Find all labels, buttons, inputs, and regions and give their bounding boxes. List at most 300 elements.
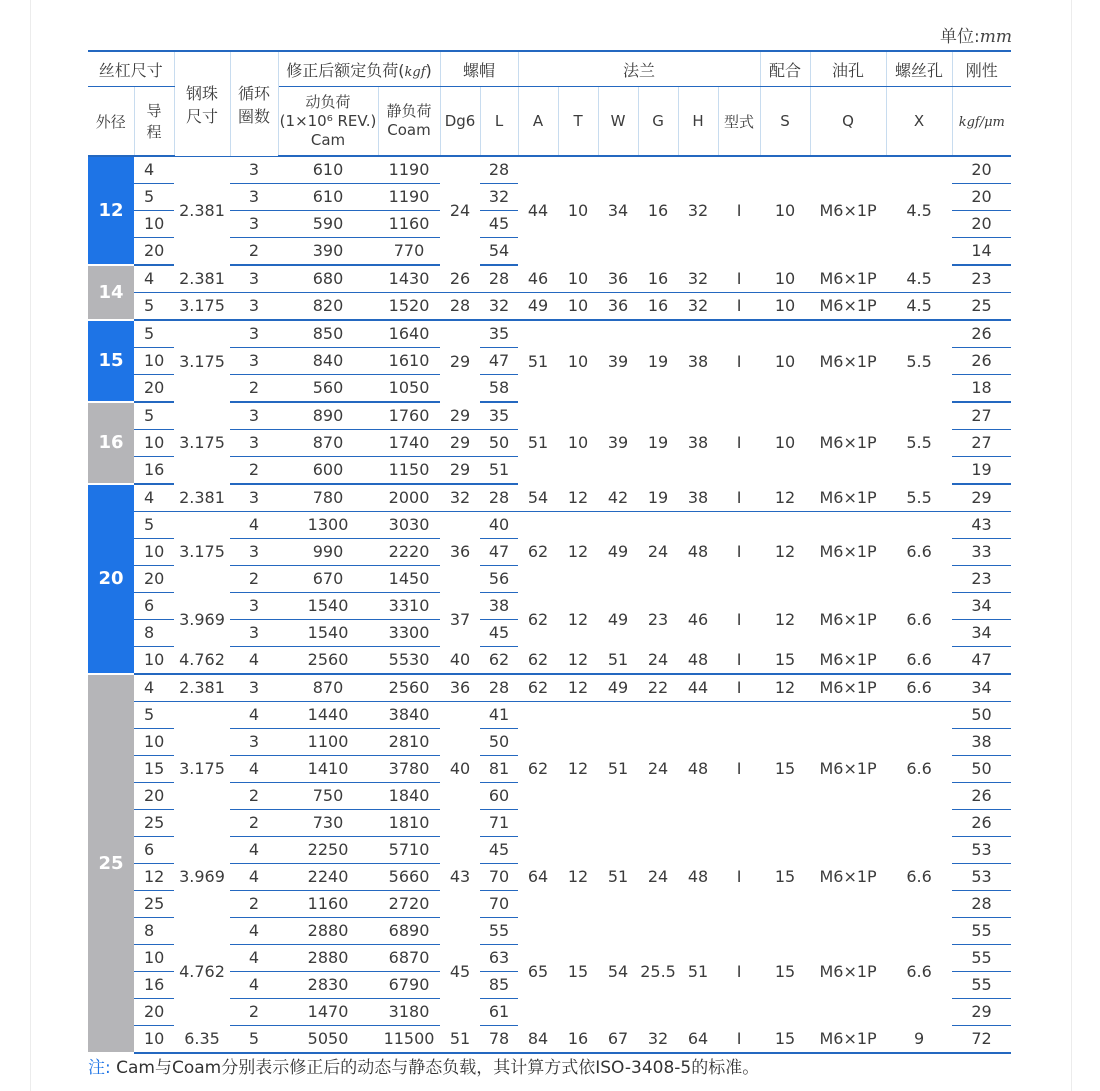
header-l: L	[480, 87, 518, 157]
dynamic-load-cell: 590	[278, 211, 378, 238]
oil-q-cell: M6×1P	[819, 542, 877, 562]
flange-a-cell: 46	[518, 265, 558, 293]
ball-screw-spec-table	[88, 50, 1011, 1054]
static-load-cell: 11500	[378, 1026, 440, 1054]
circuits-cell: 3	[230, 620, 278, 647]
flange-t-cell: 12	[558, 674, 598, 702]
pitch-cell: 5	[134, 512, 174, 539]
flange-g-cell: 24	[647, 867, 669, 886]
screw-hole-x-cell: 5.5	[906, 351, 932, 371]
fit-s-cell: 10	[760, 265, 810, 293]
rigidity-cell: 53	[952, 864, 1011, 891]
fit-s-cell: 15	[774, 961, 796, 981]
rigidity-cell: 33	[952, 539, 1011, 566]
flange-w-cell: 39	[607, 433, 629, 452]
fit-s-cell: 12	[760, 674, 810, 702]
static-load-cell: 5530	[378, 647, 440, 675]
dynamic-load-cell: 2880	[278, 945, 378, 972]
static-load-cell: 3840	[378, 702, 440, 729]
circuits-cell: 3	[230, 348, 278, 375]
header-nut: 螺帽	[440, 51, 518, 87]
flange-g-cell: 24	[638, 647, 678, 675]
flange-t-cell: 10	[558, 265, 598, 293]
pitch-cell: 25	[134, 891, 174, 918]
oil-q-cell: M6×1P	[810, 1026, 886, 1054]
pitch-cell: 8	[134, 620, 174, 647]
fit-s-cell: 10	[774, 433, 796, 452]
flange-g-cell: 24	[647, 759, 669, 779]
flange-t-cell: 10	[567, 433, 589, 452]
ball-cell: 3.175	[179, 351, 225, 371]
flange-t-cell: 10	[567, 201, 589, 220]
rigidity-cell: 20	[952, 211, 1011, 238]
dynamic-load-cell: 560	[278, 375, 378, 403]
ball-cell: 3.175	[179, 433, 225, 452]
flange-type-cell: I	[736, 351, 742, 371]
outer-diameter-cell: 16	[88, 402, 134, 484]
pitch-cell: 20	[134, 238, 174, 266]
pitch-cell: 20	[134, 566, 174, 593]
flange-g-cell: 19	[647, 433, 669, 452]
flange-w-cell: 49	[607, 609, 629, 629]
ball-cell: 2.381	[174, 265, 230, 293]
ball-cell: 3.175	[179, 542, 225, 562]
circuits-cell: 4	[230, 837, 278, 864]
flange-h-cell: 38	[678, 484, 718, 512]
table-row	[88, 647, 1011, 675]
flange-g-cell: 22	[638, 674, 678, 702]
rigidity-cell: 26	[952, 320, 1011, 348]
circuits-cell: 4	[230, 864, 278, 891]
circuits-cell: 2	[230, 238, 278, 266]
header-ball: 钢珠 尺寸	[174, 51, 230, 156]
pitch-cell: 10	[134, 647, 174, 675]
nut-l-cell: 55	[480, 918, 518, 945]
nut-l-cell: 40	[480, 512, 518, 539]
header-rated-load: 修正后额定负荷(kgf)	[278, 51, 440, 87]
flange-type-cell: I	[718, 1026, 760, 1054]
table-row	[88, 265, 1011, 293]
pitch-cell: 6	[134, 837, 174, 864]
rigidity-cell: 34	[952, 620, 1011, 647]
dynamic-load-cell: 390	[278, 238, 378, 266]
table-row	[88, 593, 1011, 620]
nut-l-cell: 45	[480, 620, 518, 647]
oil-q-cell: M6×1P	[819, 351, 877, 371]
flange-w-cell: 39	[607, 351, 629, 371]
circuits-cell: 3	[230, 674, 278, 702]
ball-cell: 2.381	[174, 484, 230, 512]
outer-diameter-cell: 15	[88, 320, 134, 402]
circuits-cell: 2	[230, 891, 278, 918]
flange-a-cell: 62	[518, 647, 558, 675]
rigidity-cell: 50	[952, 756, 1011, 783]
nut-l-cell: 38	[480, 593, 518, 620]
static-load-cell: 1150	[378, 457, 440, 485]
pitch-cell: 4	[134, 484, 174, 512]
static-load-cell: 1610	[378, 348, 440, 375]
dynamic-load-cell: 820	[278, 293, 378, 321]
nut-l-cell: 70	[480, 864, 518, 891]
flange-a-cell: 84	[518, 1026, 558, 1054]
table-row	[88, 402, 1011, 430]
rigidity-cell: 34	[952, 593, 1011, 620]
nut-l-cell: 41	[480, 702, 518, 729]
header-circuits: 循环 圈数	[230, 51, 278, 156]
flange-h-cell: 46	[687, 609, 709, 629]
rigidity-cell: 23	[952, 265, 1011, 293]
nut-l-cell: 60	[480, 783, 518, 810]
flange-h-cell: 48	[687, 542, 709, 562]
rigidity-cell: 25	[952, 293, 1011, 321]
screw-hole-x-cell: 4.5	[886, 265, 952, 293]
header-screw-size: 丝杠尺寸	[88, 51, 174, 87]
flange-t-cell: 12	[567, 609, 589, 629]
static-load-cell: 3030	[378, 512, 440, 539]
rigidity-cell: 20	[952, 184, 1011, 211]
static-load-cell: 3780	[378, 756, 440, 783]
fit-s-cell: 12	[774, 609, 796, 629]
rigidity-cell: 29	[952, 484, 1011, 512]
nut-l-cell: 28	[480, 265, 518, 293]
circuits-cell: 3	[230, 293, 278, 321]
rigidity-cell: 53	[952, 837, 1011, 864]
header-dg6: Dg6	[440, 87, 480, 157]
rigidity-cell: 55	[952, 972, 1011, 999]
flange-w-cell: 67	[598, 1026, 638, 1054]
dynamic-load-cell: 1100	[278, 729, 378, 756]
static-load-cell: 6890	[378, 918, 440, 945]
rigidity-cell: 27	[952, 402, 1011, 430]
flange-type-cell: I	[718, 293, 760, 321]
flange-w-cell: 51	[607, 867, 629, 886]
rigidity-cell: 29	[952, 999, 1011, 1026]
oil-q-cell: M6×1P	[819, 961, 877, 981]
flange-a-cell: 62	[527, 542, 549, 562]
circuits-cell: 3	[230, 265, 278, 293]
spec-table-wrap	[88, 50, 1011, 1054]
flange-a-cell: 62	[527, 759, 549, 779]
dynamic-load-cell: 1470	[278, 999, 378, 1026]
fit-s-cell: 12	[760, 484, 810, 512]
dynamic-load-cell: 610	[278, 156, 378, 184]
dynamic-load-cell: 990	[278, 539, 378, 566]
flange-type-cell: I	[718, 484, 760, 512]
flange-a-cell: 62	[527, 609, 549, 629]
flange-h-cell: 64	[678, 1026, 718, 1054]
static-load-cell: 6870	[378, 945, 440, 972]
nut-l-cell: 58	[480, 375, 518, 403]
flange-h-cell: 48	[687, 759, 709, 779]
circuits-cell: 3	[230, 184, 278, 211]
flange-w-cell: 34	[607, 201, 629, 220]
static-load-cell: 1520	[378, 293, 440, 321]
nut-dg6-cell: 36	[440, 674, 480, 702]
flange-type-cell: I	[736, 433, 742, 452]
flange-g-cell: 19	[638, 484, 678, 512]
nut-dg6-cell: 29	[440, 457, 480, 485]
ball-cell: 4.762	[174, 647, 230, 675]
flange-g-cell: 16	[638, 293, 678, 321]
header-dynamic: 动负荷 (1×10⁶ REV.) Cam	[278, 87, 378, 157]
nut-l-cell: 47	[480, 539, 518, 566]
header-h: H	[678, 87, 718, 157]
header-type: 型式	[718, 87, 760, 157]
static-load-cell: 2000	[378, 484, 440, 512]
circuits-cell: 3	[230, 211, 278, 238]
nut-l-cell: 81	[480, 756, 518, 783]
flange-t-cell: 12	[558, 484, 598, 512]
circuits-cell: 4	[230, 918, 278, 945]
flange-t-cell: 10	[558, 293, 598, 321]
static-load-cell: 1840	[378, 783, 440, 810]
ball-cell: 6.35	[174, 1026, 230, 1054]
static-load-cell: 1190	[378, 184, 440, 211]
circuits-cell: 4	[230, 972, 278, 999]
unit-label: 单位:mm	[940, 27, 1012, 47]
table-body	[88, 156, 1011, 1053]
table-row	[88, 512, 1011, 539]
flange-a-cell: 44	[527, 201, 549, 220]
nut-l-cell: 54	[480, 238, 518, 266]
pitch-cell: 20	[134, 375, 174, 403]
pitch-cell: 12	[134, 864, 174, 891]
nut-dg6-cell: 29	[449, 351, 471, 371]
circuits-cell: 2	[230, 566, 278, 593]
dynamic-load-cell: 680	[278, 265, 378, 293]
static-load-cell: 3300	[378, 620, 440, 647]
flange-a-cell: 49	[518, 293, 558, 321]
oil-q-cell: M6×1P	[810, 265, 886, 293]
footnote: 注: Cam与Coam分别表示修正后的动态与静态负载，其计算方式依ISO-3408-5的标准。	[88, 1058, 760, 1078]
circuits-cell: 3	[230, 729, 278, 756]
fit-s-cell: 10	[774, 351, 796, 371]
table-row	[88, 484, 1011, 512]
header-s: S	[760, 87, 810, 157]
flange-h-cell: 38	[687, 351, 709, 371]
nut-l-cell: 45	[480, 837, 518, 864]
pitch-cell: 10	[134, 945, 174, 972]
circuits-cell: 2	[230, 999, 278, 1026]
pitch-cell: 5	[134, 293, 174, 321]
static-load-cell: 1430	[378, 265, 440, 293]
nut-l-cell: 85	[480, 972, 518, 999]
nut-l-cell: 47	[480, 348, 518, 375]
table-row	[88, 918, 1011, 945]
dynamic-load-cell: 890	[278, 402, 378, 430]
flange-type-cell: I	[736, 609, 742, 629]
circuits-cell: 3	[230, 593, 278, 620]
nut-dg6-cell: 40	[449, 759, 471, 779]
outer-diameter-cell: 25	[88, 674, 134, 1053]
header-pitch: 导 程	[134, 87, 174, 157]
circuits-cell: 4	[230, 756, 278, 783]
header-q: Q	[810, 87, 886, 157]
rigidity-cell: 55	[952, 918, 1011, 945]
header-a: A	[518, 87, 558, 157]
flange-type-cell: I	[736, 201, 742, 220]
ball-cell: 4.762	[179, 961, 225, 981]
dynamic-load-cell: 2560	[278, 647, 378, 675]
rigidity-cell: 72	[952, 1026, 1011, 1054]
static-load-cell: 3310	[378, 593, 440, 620]
flange-h-cell: 48	[678, 647, 718, 675]
dynamic-load-cell: 840	[278, 348, 378, 375]
pitch-cell: 10	[134, 1026, 174, 1054]
oil-q-cell: M6×1P	[819, 609, 877, 629]
rigidity-cell: 27	[952, 430, 1011, 457]
dynamic-load-cell: 1540	[278, 593, 378, 620]
flange-h-cell: 51	[687, 961, 709, 981]
header-t: T	[558, 87, 598, 157]
oil-q-cell: M6×1P	[810, 647, 886, 675]
nut-l-cell: 35	[480, 402, 518, 430]
oil-q-cell: M6×1P	[819, 201, 877, 220]
flange-t-cell: 10	[567, 351, 589, 371]
header-rigidity: 刚性	[952, 51, 1011, 87]
static-load-cell: 2810	[378, 729, 440, 756]
static-load-cell: 6790	[378, 972, 440, 999]
circuits-cell: 5	[230, 1026, 278, 1054]
static-load-cell: 1160	[378, 211, 440, 238]
static-load-cell: 3180	[378, 999, 440, 1026]
static-load-cell: 2560	[378, 674, 440, 702]
circuits-cell: 2	[230, 810, 278, 837]
header-outer-dia: 外径	[88, 87, 134, 157]
flange-type-cell: I	[718, 674, 760, 702]
circuits-cell: 3	[230, 430, 278, 457]
nut-l-cell: 28	[480, 484, 518, 512]
nut-dg6-cell: 43	[449, 867, 471, 886]
flange-type-cell: I	[718, 265, 760, 293]
screw-hole-x-cell: 6.6	[906, 867, 932, 886]
static-load-cell: 1640	[378, 320, 440, 348]
header-flange: 法兰	[518, 51, 760, 87]
pitch-cell: 10	[134, 539, 174, 566]
nut-dg6-cell: 29	[440, 430, 480, 457]
ball-cell: 3.175	[179, 759, 225, 779]
flange-w-cell: 54	[607, 961, 629, 981]
flange-w-cell: 51	[598, 647, 638, 675]
flange-h-cell: 44	[678, 674, 718, 702]
nut-dg6-cell: 37	[449, 609, 471, 629]
screw-hole-x-cell: 6.6	[906, 609, 932, 629]
header-static: 静负荷 Coam	[378, 87, 440, 157]
static-load-cell: 1810	[378, 810, 440, 837]
rigidity-cell: 26	[952, 810, 1011, 837]
rigidity-cell: 18	[952, 375, 1011, 403]
rigidity-cell: 19	[952, 457, 1011, 485]
nut-dg6-cell: 36	[449, 542, 471, 562]
screw-hole-x-cell: 6.6	[906, 961, 932, 981]
nut-dg6-cell: 26	[440, 265, 480, 293]
pitch-cell: 20	[134, 783, 174, 810]
nut-l-cell: 32	[480, 184, 518, 211]
dynamic-load-cell: 1440	[278, 702, 378, 729]
static-load-cell: 2720	[378, 891, 440, 918]
static-load-cell: 5660	[378, 864, 440, 891]
pitch-cell: 25	[134, 810, 174, 837]
header-rigidity-unit: kgf/μm	[952, 87, 1011, 157]
pitch-cell: 5	[134, 184, 174, 211]
nut-l-cell: 70	[480, 891, 518, 918]
static-load-cell: 1760	[378, 402, 440, 430]
rigidity-cell: 50	[952, 702, 1011, 729]
screw-hole-x-cell: 5.5	[906, 433, 932, 452]
table-row	[88, 320, 1011, 348]
table-row	[88, 702, 1011, 729]
pitch-cell: 10	[134, 348, 174, 375]
circuits-cell: 2	[230, 783, 278, 810]
header-g: G	[638, 87, 678, 157]
ball-cell: 3.969	[179, 867, 225, 886]
oil-q-cell: M6×1P	[810, 293, 886, 321]
pitch-cell: 4	[134, 265, 174, 293]
flange-h-cell: 48	[687, 867, 709, 886]
rigidity-cell: 38	[952, 729, 1011, 756]
nut-dg6-cell: 32	[440, 484, 480, 512]
flange-h-cell: 38	[687, 433, 709, 452]
flange-t-cell: 12	[567, 867, 589, 886]
flange-a-cell: 51	[527, 351, 549, 371]
flange-g-cell: 16	[647, 201, 669, 220]
nut-l-cell: 35	[480, 320, 518, 348]
header-x: X	[886, 87, 952, 157]
pitch-cell: 4	[134, 156, 174, 184]
flange-t-cell: 12	[567, 542, 589, 562]
dynamic-load-cell: 1300	[278, 512, 378, 539]
flange-w-cell: 42	[598, 484, 638, 512]
nut-l-cell: 28	[480, 674, 518, 702]
nut-l-cell: 28	[480, 156, 518, 184]
dynamic-load-cell: 750	[278, 783, 378, 810]
oil-q-cell: M6×1P	[819, 433, 877, 452]
nut-l-cell: 56	[480, 566, 518, 593]
flange-t-cell: 16	[558, 1026, 598, 1054]
circuits-cell: 3	[230, 320, 278, 348]
table-row	[88, 1026, 1011, 1054]
dynamic-load-cell: 2240	[278, 864, 378, 891]
circuits-cell: 4	[230, 702, 278, 729]
flange-g-cell: 24	[647, 542, 669, 562]
flange-g-cell: 32	[638, 1026, 678, 1054]
nut-l-cell: 50	[480, 430, 518, 457]
flange-w-cell: 51	[607, 759, 629, 779]
screw-hole-x-cell: 6.6	[906, 759, 932, 779]
pitch-cell: 5	[134, 402, 174, 430]
oil-q-cell: M6×1P	[819, 759, 877, 779]
flange-a-cell: 62	[518, 674, 558, 702]
rigidity-cell: 47	[952, 647, 1011, 675]
flange-h-cell: 32	[678, 265, 718, 293]
dynamic-load-cell: 1160	[278, 891, 378, 918]
header-w: W	[598, 87, 638, 157]
flange-a-cell: 54	[518, 484, 558, 512]
flange-type-cell: I	[736, 867, 742, 886]
fit-s-cell: 15	[760, 647, 810, 675]
circuits-cell: 2	[230, 375, 278, 403]
oil-q-cell: M6×1P	[810, 484, 886, 512]
static-load-cell: 1450	[378, 566, 440, 593]
nut-l-cell: 61	[480, 999, 518, 1026]
dynamic-load-cell: 870	[278, 674, 378, 702]
pitch-cell: 10	[134, 729, 174, 756]
nut-dg6-cell: 24	[449, 201, 471, 220]
nut-l-cell: 78	[480, 1026, 518, 1054]
nut-l-cell: 32	[480, 293, 518, 321]
rigidity-cell: 43	[952, 512, 1011, 539]
flange-g-cell: 19	[647, 351, 669, 371]
